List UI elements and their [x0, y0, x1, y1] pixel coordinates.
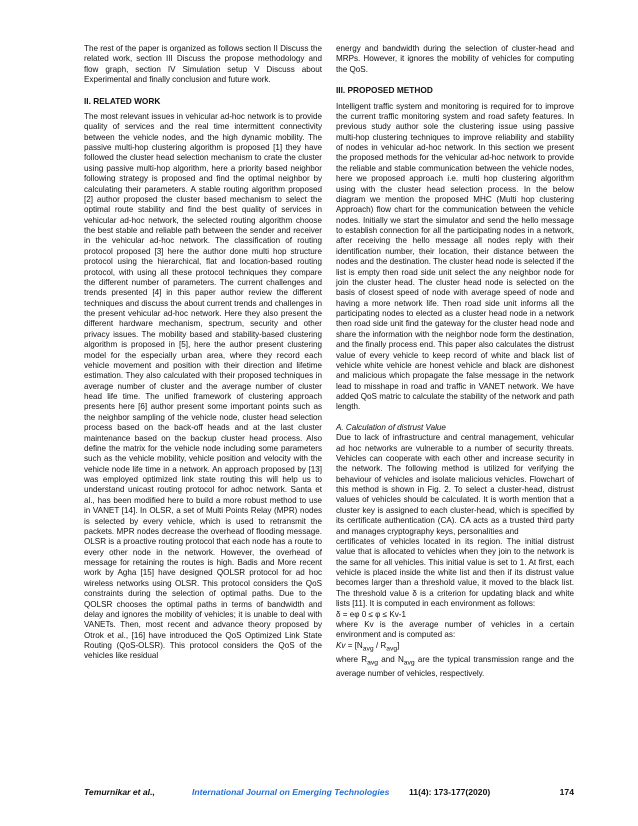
proposed-method-paragraph: Intelligent traffic system and monitoring is required for to improve the current traffic monitoring system and road safety features. In previous study author sole the clustering issue using passive multi-hop clustering techniques to improve reliability and stability of nodes in vehicular ad-hoc network. In this section we present the proposed methods for the vehicular ad-hoc network to provide the reliable and stable communication between the vehicle nodes, here we proposed approach i.e. multi hop clustering algorithm using with the cluster head selection process. In the below diagram we mention the proposed MHC (Multi hop clustering Approach) flow chart for the communication between the vehicle nodes. Initially we start the simulator and send the hello message to establish connection for all the participating nodes in a network, after receiving the hello message all nodes reply with their identification number, their location, their distance between the nodes and the destination. The cluster head node is selected if the list is empty then road side unit select the any neighbor node for join the cluster head. The cluster head node is selected on the basis of closest speed of node with average speed of node and having a more network life. Then road side unit informs all the participating nodes to elected as a cluster head node in a network then road side unit find the gateway for the cluster head node and share the information with the neighbor node form the destination, and the finally process end. This paper also calculates the distrust value of every vehicle to keep record of white and black list of vehicle white vehicle are honest vehicle and black are dishonest and malicious which propagate the false message in the network lead to misshape in road and traffic in VANET network. We have added QoS matric to calculate the stability of the network and path length.	[336, 101, 575, 412]
intro-paragraph: The rest of the paper is organized as follows section II Discuss the related work, section III Discuss the propose methodology and flow graph, section IV Simulation setup V Discuss about Experimental and finally conclusion and future work.	[84, 44, 322, 85]
footer-journal-name[interactable]: International Journal on Emerging Technologies	[192, 787, 390, 797]
right-column	[336, 44, 574, 679]
kv-definition: where Kv is the average number of vehicles in a certain environment and is computed as:	[336, 619, 574, 640]
proposed-method-heading: III. PROPOSED METHOD	[336, 85, 433, 96]
continuation-paragraph: energy and bandwidth during the selection of cluster-head and MRPs. However, it ignores the mobility of vehicles for computing the QoS.	[336, 44, 574, 74]
distrust-subheading: A. Calculation of distrust Value	[336, 422, 446, 432]
kv-variables-note: where $R_{avg}$ and $N_{avg}$ are the typical transmission range and the average number of vehicles, respectively.	[336, 654, 574, 678]
threshold-equation: δ = eφ 0 ≤ φ ≤ Kv-1	[336, 609, 406, 619]
footer-page-number: 174	[559, 787, 574, 797]
footer-issue: 11(4): 173-177(2020)	[409, 787, 491, 797]
related-work-paragraph: The most relevant issues in vehicular ad-hoc network is to provide quality of services and the real time intermittent connectivity between the vehicle nodes, and the high dynamic mobility. The passive multi-hop clustering algorithm is proposed [1] they have followed the cluster head selection mechanism to crate the cluster using passive multi-hop algorithm, here a priority based neighbor following strategy is proposed and find the optimal neighbor by calculating their parameters. A stable routing algorithm proposed [2] author proposed the cluster based mechanism to select the optimal route stability and find the best quality of services in vehicular ad-hoc network, the selected routing algorithm choose the best stable and reliable path between the sender and receiver in the vehicular ad-hoc network. The classification of routing protocol proposed [3] here the author done multi hop structure protocol using the hierarchical, flat and location-based routing protocol, with using all these protocol techniques they compare the different number of parameters. The current challenges and trends presented [4] in this paper author review the different techniques and discuss the about current trends and challenges in the present vehicular ad-hoc network. Here they also present the different hardware mechanism, spectrum, security and other privacy issues. The mobility based and stability-based clustering algorithm is proposed in [5], here the author present clustering model for the especially urban area, where they record each vehicle movement and position with their direction and lifetime estimation. They also calculated with their proposed techniques in average number of cluster and the average number of cluster head life time. The unified framework of clustering approach presents here [6] author present some important points such as the neighbor sampling of the vehicle node, cluster head selection process based on the back-off heads and at the last cluster maintenance based on the backup cluster head process. Also define the matrix for the vehicle node including some parameters such as the vehicle mobility, vehicle position and velocity with the vehicle node life time in a network. An approach proposed by [13] was employed optimized link state routing this will help us to understand unicast routing protocol for adhoc network. Santa et al., has been modified here to build a more robust method to use in VANET [14]. In OLSR, a set of Multi Points Relay (MPR) nodes is selected by every vehicle, which is used to retransmit the packets. MPR nodes decrease the overhead of flooding message. OLSR is a proactive routing protocol that each node has a route to every other node in the network. However, the overhead of message for retaining the routes is high. Badis and More recent work by Agha [15] have designed QOLSR protocol for ad hoc wireless networks using OLSR. This protocol considers the QoS constraints during the selection of optimal paths. Due to the QOLSR chooses the optimal paths in terms of bandwidth and delay and ignores the mobility of vehicles; it is unable to deal with VANETs. Then, most recent and advance theory proposed by Otrok et al., [16] have introduced the QoS Optimized Link State Routing (QoS-OLSR). This protocol considers the QoS of the vehicles like residual	[84, 111, 322, 661]
distrust-paragraph-2: certificates of vehicles located in its region. The initial distrust value that is allocated to vehicles when they join to the network is the same for all vehicles. This initial value is set to 1. At first, each vehicle is placed inside the white list and then if its distrust value becomes larger than a threshold value, it moved to the black list. The threshold value δ is a criterion for updating black and white lists [11]. It is computed in each environment as follows:	[336, 536, 574, 609]
distrust-paragraph-1: Due to lack of infrastructure and central management, vehicular ad hoc networks are vulnerable to a number of security threats. Vehicles can cooperate with each other and increase security in the network. The following method is utilized for verifying the behaviour of vehicles and isolate malicious vehicles. Flowchart of this method is shown in Fig. 2. To select a cluster-head, distrust values of vehicles should be calculated. It is worth mention that a cluster key is assigned to each cluster-head, which is specified by its certificate authentication (CA). CA acts as a trusted third party and manages cryptography keys, personalities and	[336, 433, 574, 536]
footer-authors: Temurnikar et al.,	[84, 787, 155, 797]
kv-equation: $Kv = [N_{avg} / R_{avg}]$	[336, 640, 400, 653]
left-column	[84, 44, 322, 662]
related-work-heading: II. RELATED WORK	[84, 95, 161, 106]
